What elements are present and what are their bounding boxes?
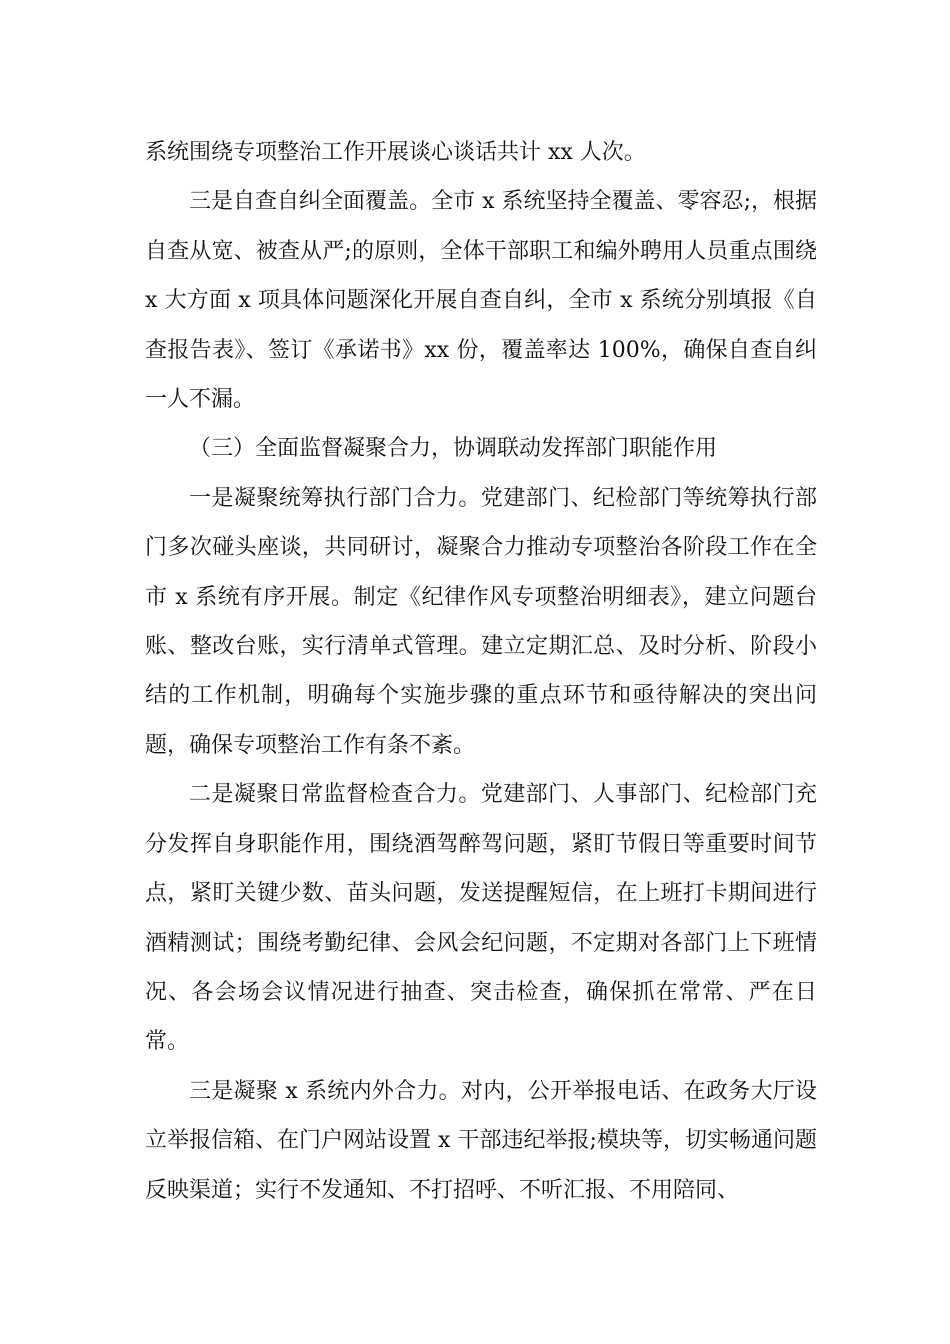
paragraph-self-inspection: 三是自查自纠全面覆盖。全市 x 系统坚持全覆盖、零容忍;，根据自查从宽、被查从严;的原则，全体干部职工和编外聘用人员重点围绕 x 大方面 x 项具体问题深化开展自查自纠，全市 x 系统分别填报《自查报告表》、签订《承诺书》xx 份，覆盖率达 100%，确保自查自纠一人不漏。 bbox=[145, 189, 817, 413]
paragraph-daily-supervision: 二是凝聚日常监督检查合力。党建部门、人事部门、纪检部门充分发挥自身职能作用，围绕酒驾醉驾问题，紧盯节假日等重要时间节点，紧盯关键少数、苗头问题，发送提醒短信，在上班打卡期间进行酒精测试；围绕考勤纪律、会风会纪问题，不定期对各部门上下班情况、各会场会议情况进行抽查、突击检查，确保抓在常常、严在日常。 bbox=[145, 782, 817, 1055]
paragraph-continuation: 系统围绕专项整治工作开展谈心谈话共计 xx 人次。 bbox=[145, 140, 646, 165]
document-body bbox=[145, 128, 817, 1215]
section-heading-three: （三）全面监督凝聚合力，协调联动发挥部门职能作用 bbox=[189, 436, 718, 462]
paragraph-coordination-departments: 一是凝聚统筹执行部门合力。党建部门、纪检部门等统筹执行部门多次碰头座谈，共同研讨，凝聚合力推动专项整治各阶段工作在全市 x 系统有序开展。制定《纪律作风专项整治明细表》，建立问题台账、整改台账，实行清单式管理。建立定期汇总、及时分析、阶段小结的工作机制，明确每个实施步骤的重点环节和亟待解决的突出问题，确保专项整治工作有条不紊。 bbox=[145, 485, 817, 758]
paragraph-internal-external: 三是凝聚 x 系统内外合力。对内，公开举报电话、在政务大厅设立举报信箱、在门户网站设置 x 干部违纪举报;模块等，切实畅通问题反映渠道；实行不发通知、不打招呼、不听汇报、不用陪同、 bbox=[145, 1078, 817, 1203]
